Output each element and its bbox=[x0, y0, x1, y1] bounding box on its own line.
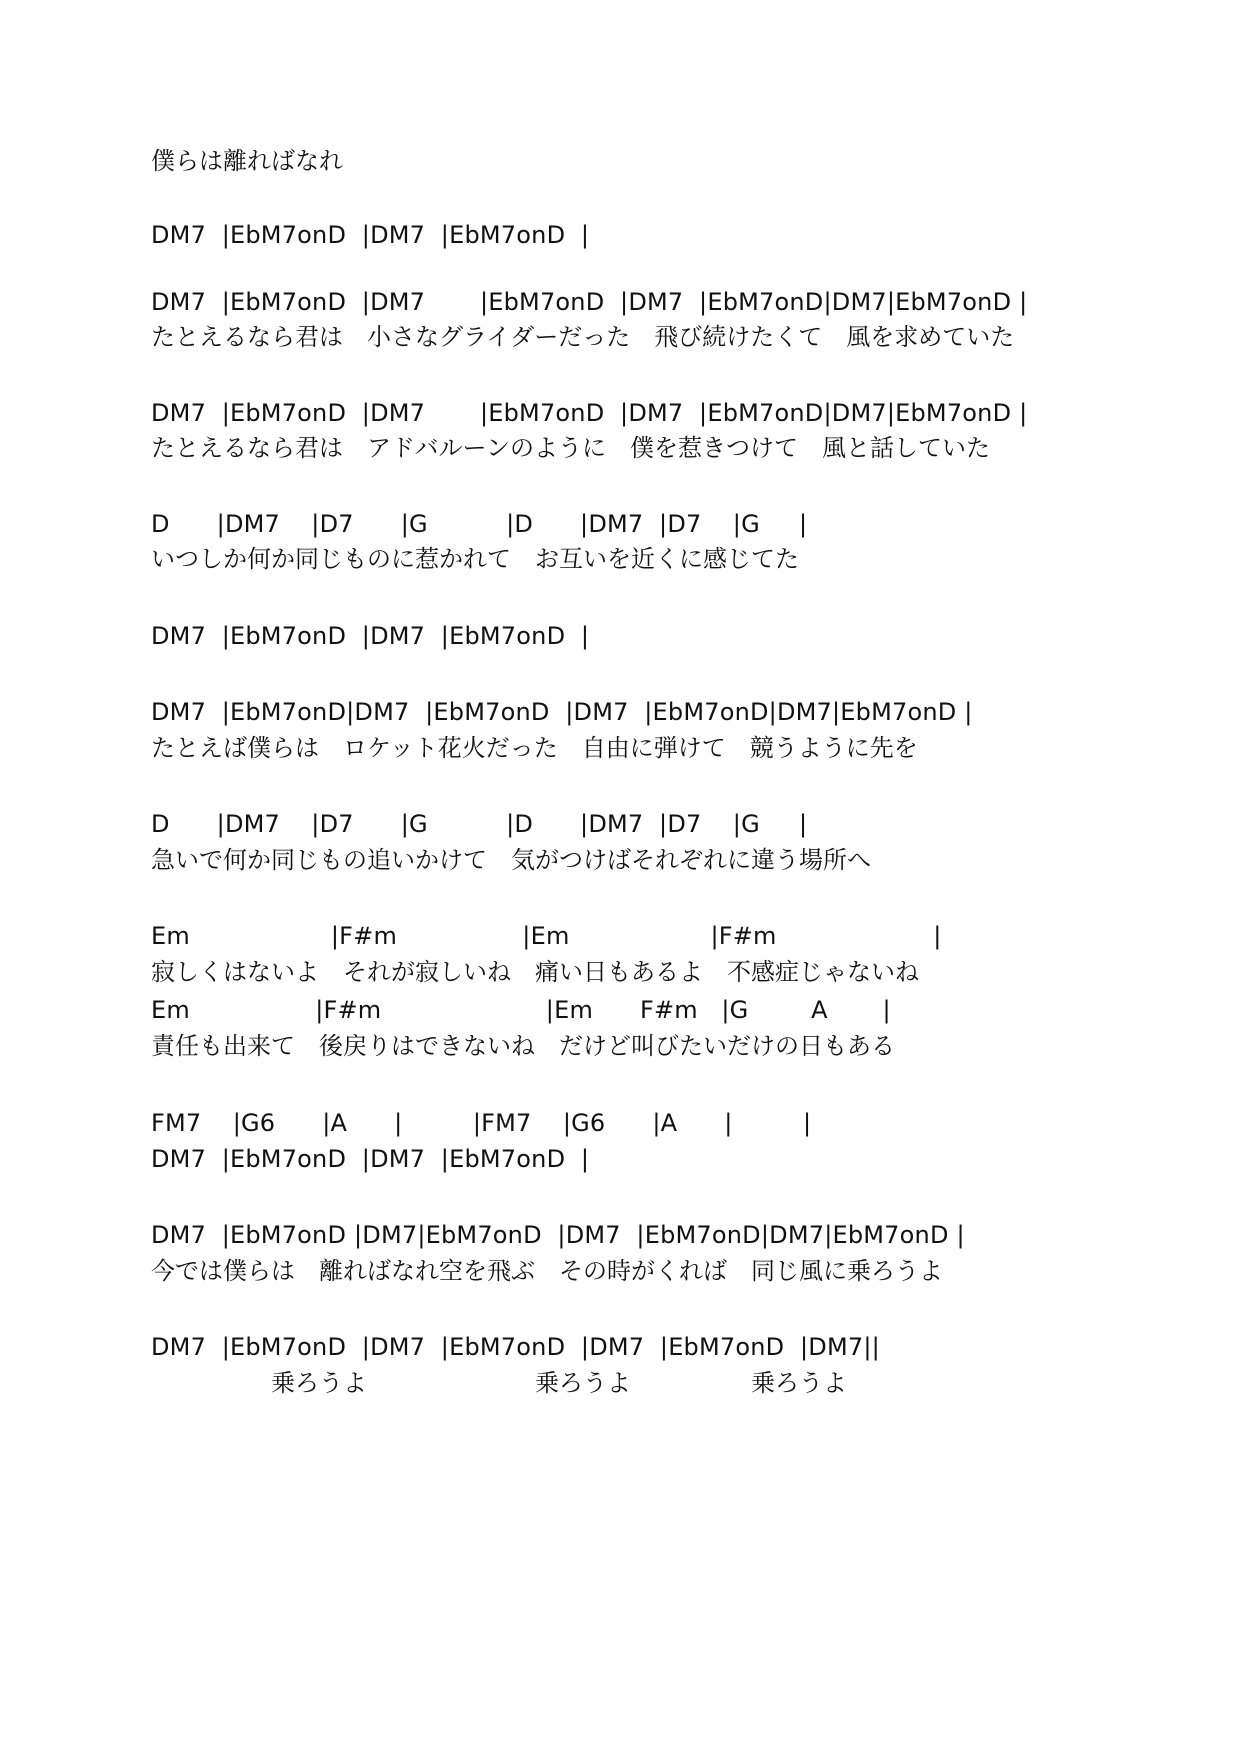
lyric-line: たとえるなら君は 小さなグライダーだった 飛び続けたくて 風を求めていた bbox=[151, 323, 1015, 351]
lyric-line: 乗ろうよ 乗ろうよ 乗ろうよ bbox=[151, 1369, 847, 1397]
chord-line: Em |F#m |Em |F#m | bbox=[151, 922, 942, 950]
lyric-line: いつしか何か同じものに惹かれて お互いを近くに感じてた bbox=[151, 545, 799, 573]
chord-line: D |DM7 |D7 |G |D |DM7 |D7 |G | bbox=[151, 810, 808, 838]
chord-line: D |DM7 |D7 |G |D |DM7 |D7 |G | bbox=[151, 510, 808, 538]
chord-line: DM7 |EbM7onD |DM7 |EbM7onD | bbox=[151, 221, 590, 249]
song-title: 僕らは離ればなれ bbox=[151, 147, 343, 175]
chord-line: DM7 |EbM7onD|DM7 |EbM7onD |DM7 |EbM7onD|DM7|EbM7onD | bbox=[151, 698, 973, 726]
chord-line: DM7 |EbM7onD |DM7 |EbM7onD |DM7 |EbM7onD|DM7|EbM7onD | bbox=[151, 288, 1028, 316]
lyric-line: 寂しくはないよ それが寂しいね 痛い日もあるよ 不感症じゃないね bbox=[151, 958, 919, 986]
lyric-line: たとえば僕らは ロケット花火だった 自由に弾けて 競うように先を bbox=[151, 734, 918, 762]
chord-line: DM7 |EbM7onD |DM7 |EbM7onD |DM7 |EbM7onD|DM7|EbM7onD | bbox=[151, 399, 1028, 427]
chord-line: DM7 |EbM7onD |DM7 |EbM7onD | bbox=[151, 1145, 590, 1173]
lyric-line: 今では僕らは 離ればなれ空を飛ぶ その時がくれば 同じ風に乗ろうよ bbox=[151, 1257, 943, 1285]
chord-line: Em |F#m |Em F#m |G A | bbox=[151, 996, 891, 1024]
lyric-line: たとえるなら君は アドバルーンのように 僕を惹きつけて 風と話していた bbox=[151, 434, 991, 462]
lyric-line: 急いで何か同じもの追いかけて 気がつけばそれぞれに違う場所へ bbox=[151, 846, 871, 874]
lyric-line: 責任も出来て 後戻りはできないね だけど叫びたいだけの日もある bbox=[151, 1032, 895, 1060]
chord-line: DM7 |EbM7onD |DM7 |EbM7onD |DM7 |EbM7onD |DM7|| bbox=[151, 1333, 880, 1361]
chord-line: DM7 |EbM7onD |DM7 |EbM7onD | bbox=[151, 622, 590, 650]
chord-line: DM7 |EbM7onD |DM7|EbM7onD |DM7 |EbM7onD|DM7|EbM7onD | bbox=[151, 1221, 965, 1249]
chord-line: FM7 |G6 |A | |FM7 |G6 |A | | bbox=[151, 1109, 812, 1137]
